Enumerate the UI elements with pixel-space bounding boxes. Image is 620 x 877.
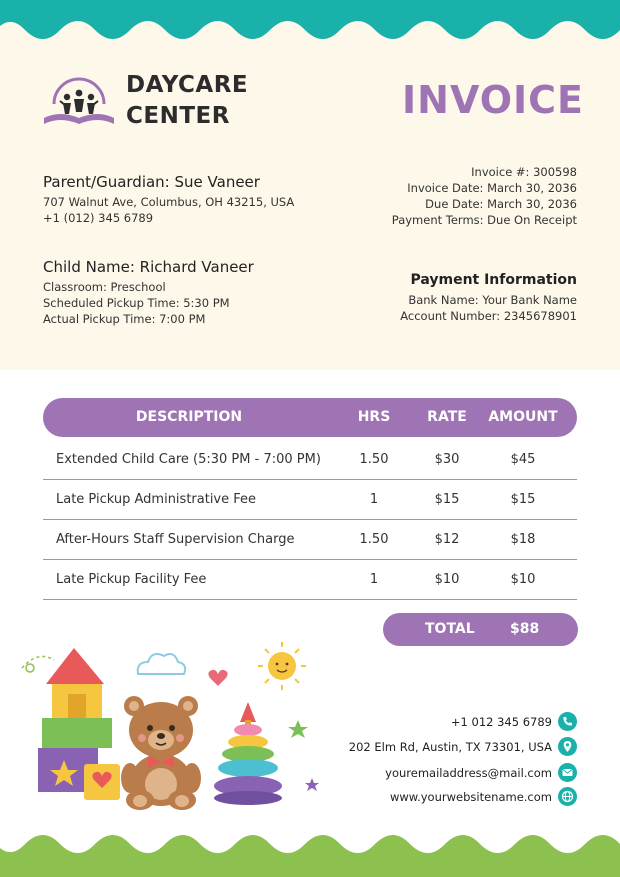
table-row	[43, 480, 577, 520]
brand-line-2: CENTER	[126, 103, 230, 129]
header-rate: RATE	[427, 409, 467, 425]
table-row	[43, 560, 577, 600]
row-amount: $45	[510, 452, 536, 467]
row-hrs: 1	[369, 492, 379, 507]
row-hrs: 1	[369, 572, 379, 587]
daycare-logo-icon	[40, 74, 118, 130]
globe-icon	[558, 787, 577, 806]
invoice-meta	[392, 164, 577, 228]
row-hrs: 1.50	[359, 532, 389, 547]
row-amount: $15	[510, 492, 536, 507]
table-row	[43, 440, 577, 480]
payment-bank: Bank Name: Your Bank Name	[408, 293, 577, 307]
row-amount: $18	[510, 532, 536, 547]
brand-line-1: DAYCARE	[126, 72, 249, 98]
email-icon	[558, 763, 577, 782]
row-description: Late Pickup Administrative Fee	[56, 492, 257, 507]
brand-name	[126, 70, 248, 132]
row-description: Extended Child Care (5:30 PM - 7:00 PM)	[56, 452, 321, 467]
cream-scallop-edge	[0, 340, 620, 380]
contact-address: 202 Elm Rd, Austin, TX 73301, USA	[348, 740, 552, 754]
parent-address: 707 Walnut Ave, Columbus, OH 43215, USA	[43, 195, 295, 209]
contact-website: www.yourwebsitename.com	[389, 790, 552, 804]
contact-phone: +1 012 345 6789	[450, 715, 552, 729]
invoice-payment-terms: Payment Terms: Due On Receipt	[391, 213, 577, 227]
payment-heading: Payment Information	[410, 272, 577, 288]
row-rate: $30	[434, 452, 460, 467]
row-rate: $15	[434, 492, 460, 507]
parent-heading: Parent/Guardian: Sue Vaneer	[43, 173, 260, 191]
header-hrs: HRS	[357, 409, 391, 425]
total-label: TOTAL	[425, 621, 475, 637]
row-rate: $10	[434, 572, 460, 587]
row-description: After-Hours Staff Supervision Charge	[56, 532, 295, 547]
parent-info	[43, 172, 294, 226]
child-actual-pickup: Actual Pickup Time: 7:00 PM	[43, 312, 206, 326]
child-info	[43, 257, 254, 327]
header-amount: AMOUNT	[488, 409, 558, 425]
invoice-date: Invoice Date: March 30, 2036	[407, 181, 577, 195]
payment-account: Account Number: 2345678901	[400, 309, 577, 323]
header-description: DESCRIPTION	[135, 409, 243, 425]
toys-illustration	[18, 636, 338, 816]
total-value: $88	[510, 621, 540, 637]
row-amount: $10	[510, 572, 536, 587]
row-rate: $12	[434, 532, 460, 547]
child-heading: Child Name: Richard Vaneer	[43, 258, 254, 276]
row-hrs: 1.50	[359, 452, 389, 467]
location-icon	[558, 737, 577, 756]
row-description: Late Pickup Facility Fee	[56, 572, 207, 587]
parent-phone: +1 (012) 345 6789	[43, 211, 154, 225]
table-header	[43, 398, 577, 437]
invoice-title: INVOICE	[402, 78, 584, 122]
total-pill	[383, 613, 578, 646]
phone-icon	[558, 712, 577, 731]
child-scheduled-pickup: Scheduled Pickup Time: 5:30 PM	[43, 296, 230, 310]
invoice-number: Invoice #: 300598	[471, 165, 577, 179]
invoice-due-date: Due Date: March 30, 2036	[425, 197, 577, 211]
child-classroom: Classroom: Preschool	[43, 280, 166, 294]
top-scallop-border	[0, 0, 620, 44]
table-row	[43, 520, 577, 560]
bottom-scallop-border	[0, 830, 620, 877]
payment-info	[400, 270, 577, 324]
contact-email: youremailaddress@mail.com	[385, 766, 552, 780]
